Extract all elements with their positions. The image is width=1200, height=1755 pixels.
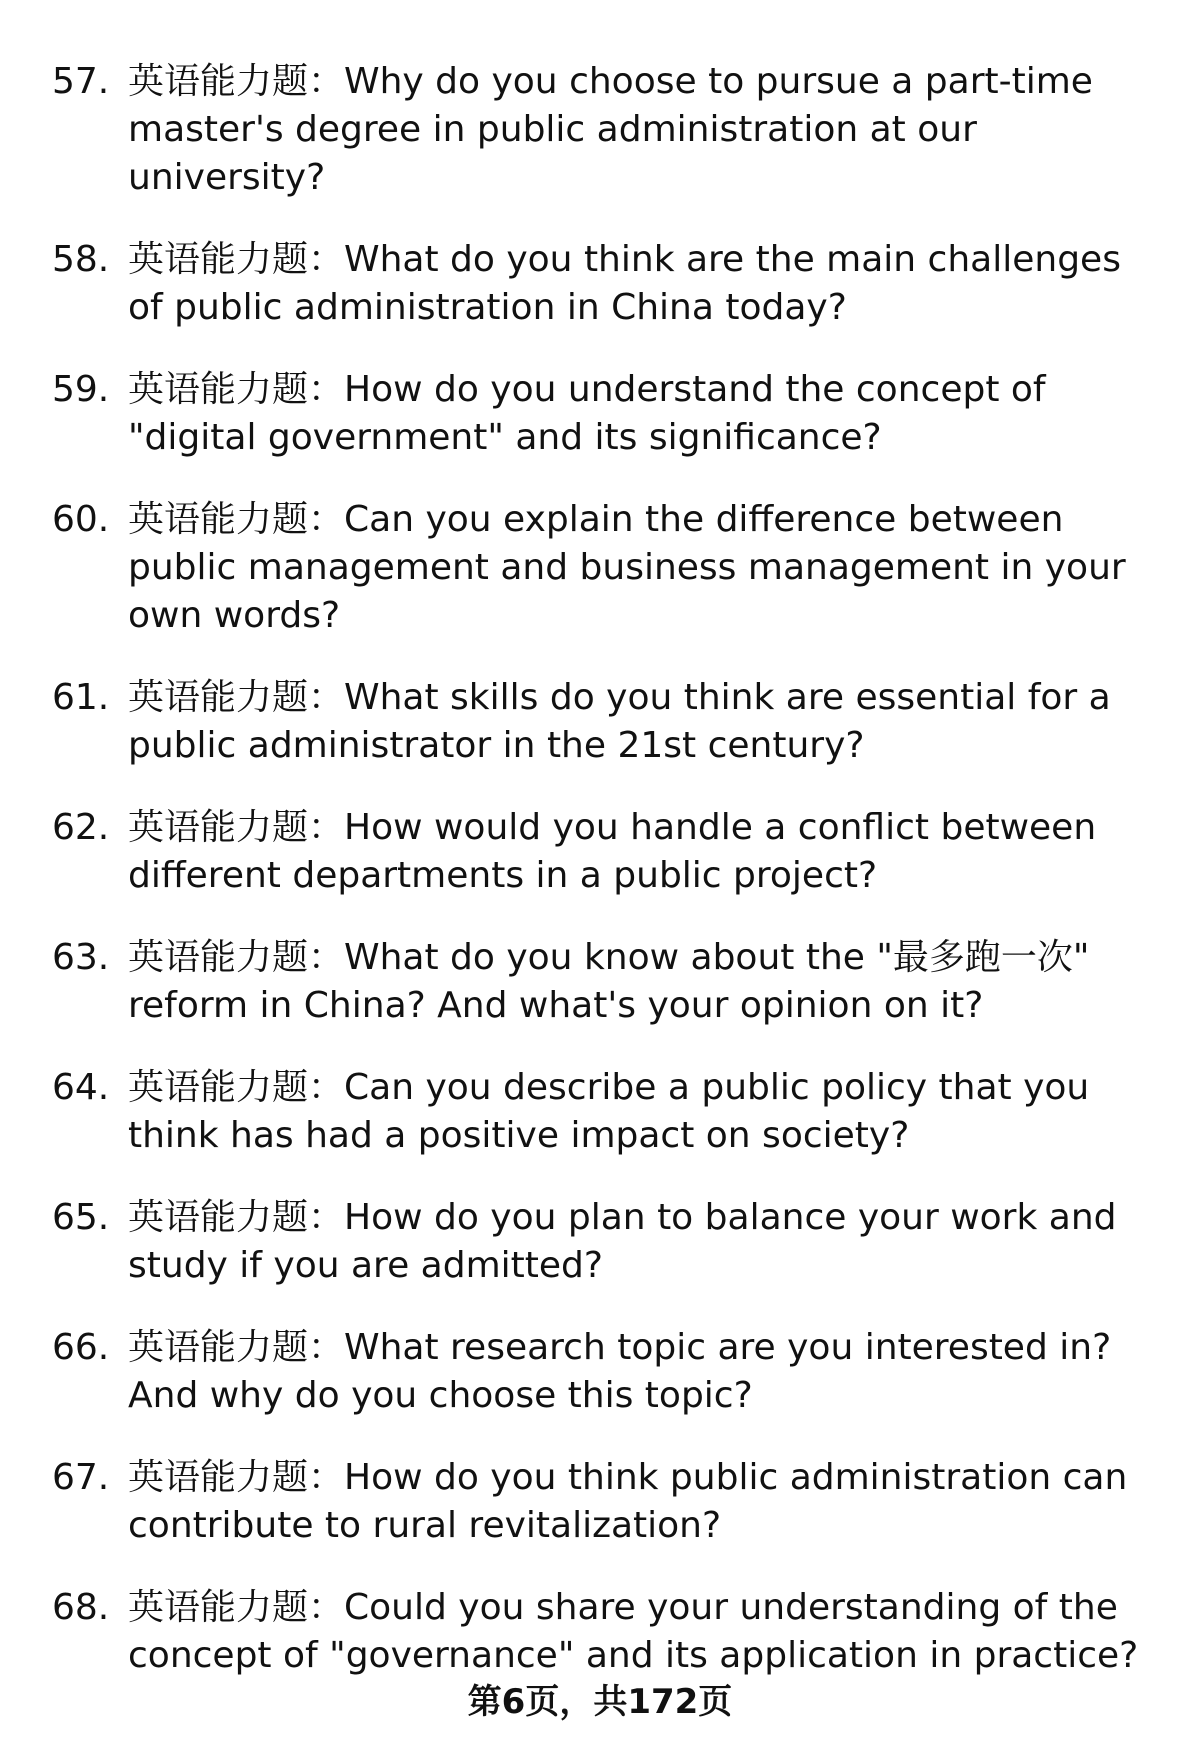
question-number: 59. xyxy=(52,369,110,410)
question-number: 68. xyxy=(52,1587,110,1628)
question-text: 英语能力题：How do you think public administration can contribute to rural revitalization? xyxy=(128,1457,1128,1546)
question-text: 英语能力题：What skills do you think are essential for a public administrator in the 21st century? xyxy=(128,677,1111,766)
question-text: 英语能力题：How would you handle a conflict between different departments in a public project? xyxy=(128,807,1097,896)
question-item xyxy=(52,1584,1162,1680)
question-number: 67. xyxy=(52,1457,110,1498)
question-text: 英语能力题：What research topic are you interested in? And why do you choose this topic? xyxy=(128,1327,1112,1416)
question-item xyxy=(52,366,1162,462)
question-item xyxy=(52,496,1162,640)
question-number: 57. xyxy=(52,61,110,102)
question-item xyxy=(52,236,1162,332)
question-item xyxy=(52,674,1162,770)
question-text: 英语能力题：Can you explain the difference between public management and business management in your own words? xyxy=(128,499,1126,636)
question-item xyxy=(52,934,1162,1030)
question-text: 英语能力题：How do you understand the concept of "digital government" and its significance? xyxy=(128,369,1046,458)
page-number: 第6页，共172页 xyxy=(467,1682,733,1722)
question-text: 英语能力题：What do you know about the "最多跑一次" reform in China? And what's your opinion on it? xyxy=(128,937,1090,1026)
question-number: 64. xyxy=(52,1067,110,1108)
question-number: 60. xyxy=(52,499,110,540)
question-number: 58. xyxy=(52,239,110,280)
question-item xyxy=(52,1454,1162,1550)
question-text: 英语能力题：Why do you choose to pursue a part-time master's degree in public administration at our university? xyxy=(128,61,1093,198)
question-text: 英语能力题：Could you share your understanding of the concept of "governance" and its application in practice? xyxy=(128,1587,1139,1676)
question-item xyxy=(52,1194,1162,1290)
question-item xyxy=(52,804,1162,900)
question-item xyxy=(52,1064,1162,1160)
question-number: 62. xyxy=(52,807,110,848)
question-number: 63. xyxy=(52,937,110,978)
question-number: 65. xyxy=(52,1197,110,1238)
question-number: 66. xyxy=(52,1327,110,1368)
question-text: 英语能力题：What do you think are the main challenges of public administration in China today? xyxy=(128,239,1121,328)
question-text: 英语能力题：How do you plan to balance your work and study if you are admitted? xyxy=(128,1197,1117,1286)
question-item xyxy=(52,58,1162,202)
question-item xyxy=(52,1324,1162,1420)
question-number: 61. xyxy=(52,677,110,718)
question-list xyxy=(52,58,1162,1714)
question-text: 英语能力题：Can you describe a public policy that you think has had a positive impact on society? xyxy=(128,1067,1090,1156)
